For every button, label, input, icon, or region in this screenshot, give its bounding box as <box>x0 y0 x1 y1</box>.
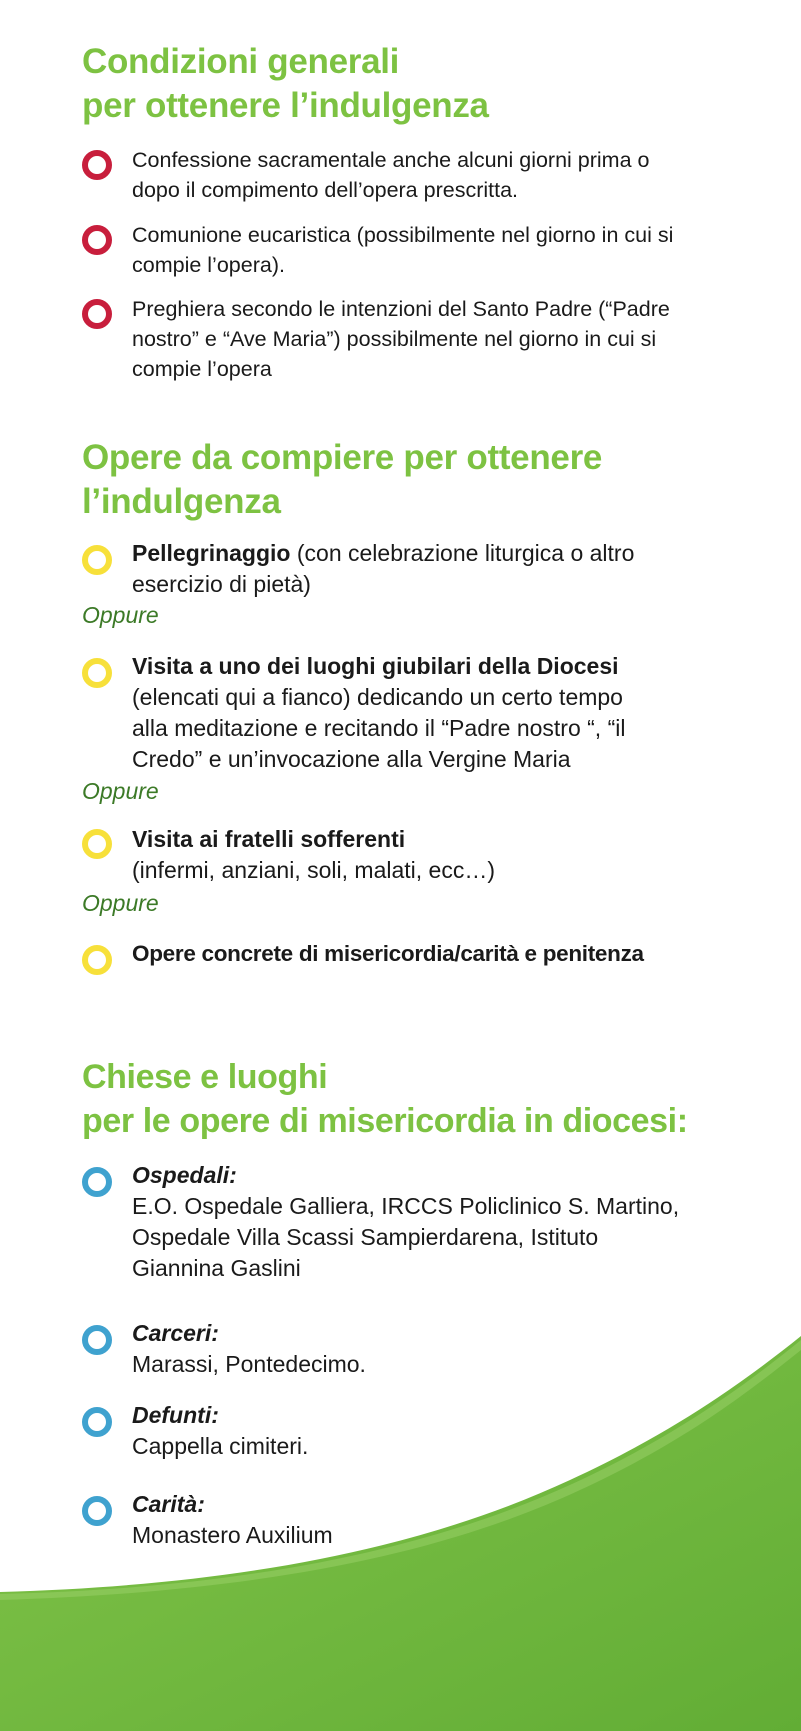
text-line: Credo” e un’invocazione alla Vergine Maria <box>132 746 571 772</box>
text-line: (elencati qui a fianco) dedicando un certo tempo <box>132 684 623 710</box>
category-title: Carità: <box>132 1491 205 1517</box>
blue-ring-bullet-icon <box>82 1407 112 1437</box>
item-text <box>132 824 782 886</box>
category-title: Defunti: <box>132 1402 219 1428</box>
oppure-label: Oppure <box>82 778 159 804</box>
blue-ring-bullet-icon <box>82 1325 112 1355</box>
yellow-ring-bullet-icon <box>82 945 112 975</box>
heading-line: per ottenere l’indulgenza <box>82 86 489 125</box>
item-text <box>132 294 792 384</box>
yellow-ring-bullet-icon <box>82 829 112 859</box>
heading-works <box>82 436 602 524</box>
text: (con celebrazione liturgica o altro <box>290 540 635 566</box>
text-line <box>132 538 782 569</box>
text-line: dopo il compimento dell’opera prescritta. <box>132 178 519 202</box>
text-line: Preghiera secondo le intenzioni del Santo Padre (“Padre <box>132 297 670 321</box>
red-ring-bullet-icon <box>82 299 112 329</box>
yellow-ring-bullet-icon <box>82 545 112 575</box>
heading-line: Chiese e luoghi <box>82 1058 328 1096</box>
blue-ring-bullet-icon <box>82 1496 112 1526</box>
text-line: Giannina Gaslini <box>132 1255 301 1281</box>
text-line: compie l’opera <box>132 357 272 381</box>
text-line: esercizio di pietà) <box>132 571 311 597</box>
text-line: Confessione sacramentale anche alcuni giorni prima o <box>132 148 650 172</box>
item-text <box>132 651 782 775</box>
item-text <box>132 1489 782 1551</box>
heading-places <box>82 1055 688 1143</box>
text-line: Ospedale Villa Scassi Sampierdarena, Istituto <box>132 1224 599 1250</box>
category-title: Carceri: <box>132 1320 219 1346</box>
bold-text: Pellegrinaggio <box>132 540 291 566</box>
text-line: E.O. Ospedale Galliera, IRCCS Policlinico S. Martino, <box>132 1193 680 1219</box>
item-text <box>132 1160 782 1284</box>
text-line: Marassi, Pontedecimo. <box>132 1351 366 1377</box>
text-line: Cappella cimiteri. <box>132 1433 309 1459</box>
heading-line: Opere da compiere per ottenere <box>82 438 603 477</box>
item-text <box>132 1400 782 1462</box>
oppure-label: Oppure <box>82 890 159 916</box>
text-line: Monastero Auxilium <box>132 1522 333 1548</box>
item-text <box>132 1318 782 1380</box>
blue-ring-bullet-icon <box>82 1167 112 1197</box>
item-text <box>132 145 792 205</box>
bold-text: Visita ai fratelli sofferenti <box>132 826 406 852</box>
text-line: Comunione eucaristica (possibilmente nel giorno in cui si <box>132 223 674 247</box>
text-line: nostro” e “Ave Maria”) possibilmente nel giorno in cui si <box>132 327 657 351</box>
heading-line: l’indulgenza <box>82 482 281 521</box>
heading-line: per le opere di misericordia in diocesi: <box>82 1102 688 1140</box>
item-text <box>132 538 782 600</box>
text-line: (infermi, anziani, soli, malati, ecc…) <box>132 857 495 883</box>
bold-text: Visita a uno dei luoghi giubilari della Diocesi <box>132 653 619 679</box>
heading-line: Condizioni generali <box>82 42 400 81</box>
red-ring-bullet-icon <box>82 225 112 255</box>
item-text <box>132 938 801 969</box>
bold-text: Opere concrete di misericordia/carità e penitenza <box>132 941 644 966</box>
text-line: alla meditazione e recitando il “Padre nostro “, “il <box>132 715 626 741</box>
item-text <box>132 220 792 280</box>
heading-conditions <box>82 40 489 128</box>
category-title: Ospedali: <box>132 1162 237 1188</box>
oppure-label: Oppure <box>82 602 159 628</box>
text-line: compie l’opera). <box>132 253 285 277</box>
yellow-ring-bullet-icon <box>82 658 112 688</box>
red-ring-bullet-icon <box>82 150 112 180</box>
